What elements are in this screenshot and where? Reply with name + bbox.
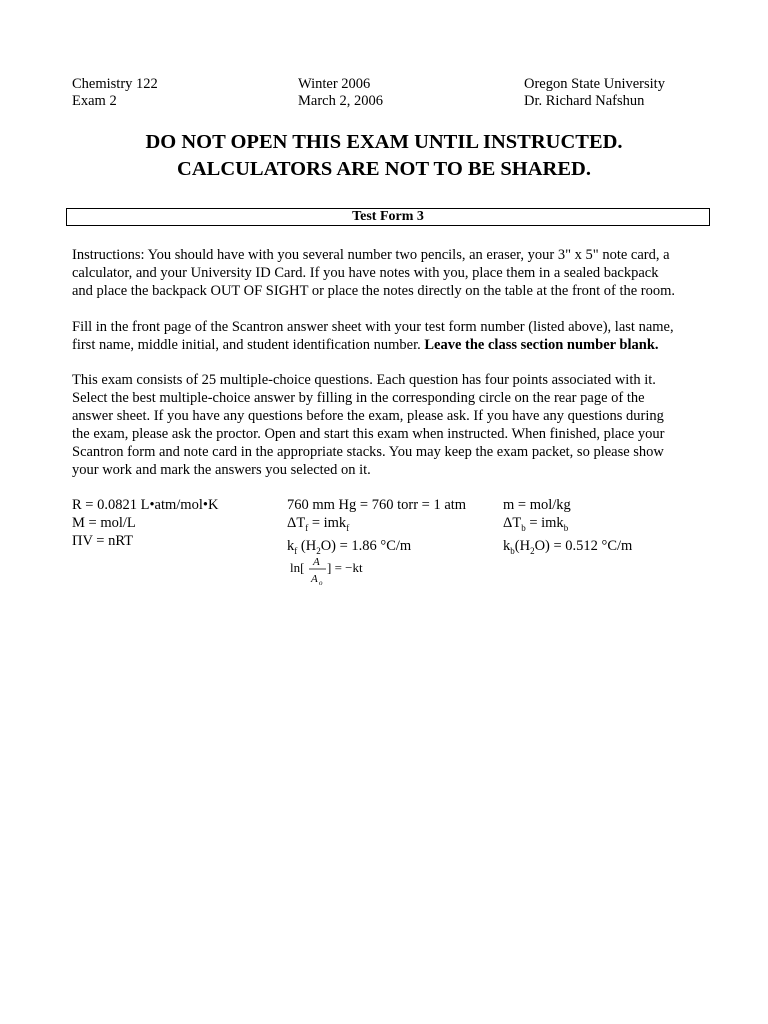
- kf-water-constant: $k_f$ $(H_2O) = 1.86$ °C/m: [287, 537, 412, 556]
- header-institution-column: [524, 76, 665, 110]
- equations-column-2: [287, 496, 466, 560]
- text-line: Scantron form and note card in the appropriate stacks. You may keep the exam packet, so please show: [72, 444, 664, 460]
- text-line: your work and mark the answers you selected on it.: [72, 462, 371, 478]
- instructions-paragraph-2: [72, 318, 712, 354]
- equations-column-1: [72, 496, 218, 550]
- molality-formula: m = mol/kg: [503, 497, 571, 513]
- text-line: Instructions: You should have with you several number two pencils, an eraser, your 3" x 5" note card, a: [72, 247, 670, 263]
- formula-denominator-subscript: o: [319, 579, 323, 587]
- formula-ln: ln[: [290, 560, 305, 575]
- university-name: Oregon State University: [524, 76, 665, 92]
- osmotic-pressure-formula: ΠV = nRT: [72, 533, 134, 549]
- text-line: Fill in the front page of the Scantron answer sheet with your test form number (listed above), last name,: [72, 319, 674, 335]
- instructions-paragraph-3: [72, 371, 712, 479]
- equations-column-3: [503, 496, 632, 560]
- formula-denominator: A: [311, 573, 318, 585]
- text-line: This exam consists of 25 multiple-choice questions. Each question has four points associated with it.: [72, 372, 656, 388]
- first-order-rate-formula: [286, 553, 386, 589]
- freezing-point-depression-formula: $\Delta T_f = imk_f$: [287, 515, 350, 533]
- text-line: and place the backpack OUT OF SIGHT or place the notes directly on the table at the front of the room.: [72, 283, 676, 299]
- text-span: first name, middle initial, and student identification number.: [72, 337, 425, 353]
- gas-constant: R = 0.0821 L•atm/mol•K: [72, 497, 219, 513]
- formula-rhs: ] = −kt: [327, 560, 363, 575]
- exam-number: Exam 2: [72, 93, 117, 109]
- boiling-point-elevation-formula: $\Delta T_b = imk_b$: [503, 515, 569, 533]
- text-line: calculator, and your University ID Card. If you have notes with you, place them in a sealed backpack: [72, 265, 659, 281]
- term: Winter 2006: [298, 76, 371, 92]
- warning-do-not-open: DO NOT OPEN THIS EXAM UNTIL INSTRUCTED.: [145, 131, 623, 153]
- kb-water-constant: $k_b(H_2O) = 0.512$ °C/m: [503, 537, 633, 556]
- molarity-formula: M = mol/L: [72, 515, 136, 531]
- course-name: Chemistry 122: [72, 76, 158, 92]
- text-line: Select the best multiple-choice answer by filling in the corresponding circle on the rear page of the: [72, 390, 645, 406]
- text-line: the exam, please ask the proctor. Open and start this exam when instructed. When finished, place your: [72, 426, 665, 442]
- leave-section-blank-note: Leave the class section number blank.: [424, 337, 659, 353]
- test-form-box: Test Form 3: [66, 208, 710, 226]
- header-date-column: [298, 76, 383, 110]
- formula-numerator: A: [313, 556, 320, 568]
- pressure-conversion: 760 mm Hg = 760 torr = 1 atm: [287, 497, 467, 513]
- exam-date: March 2, 2006: [298, 93, 383, 109]
- header-course-column: [72, 76, 158, 110]
- text-line: [72, 336, 712, 354]
- warning-calculators: CALCULATORS ARE NOT TO BE SHARED.: [177, 158, 591, 180]
- instructions-paragraph-1: [72, 246, 712, 300]
- text-line: answer sheet. If you have any questions before the exam, please ask. If you have any questions during: [72, 408, 664, 424]
- instructor-name: Dr. Richard Nafshun: [524, 93, 645, 109]
